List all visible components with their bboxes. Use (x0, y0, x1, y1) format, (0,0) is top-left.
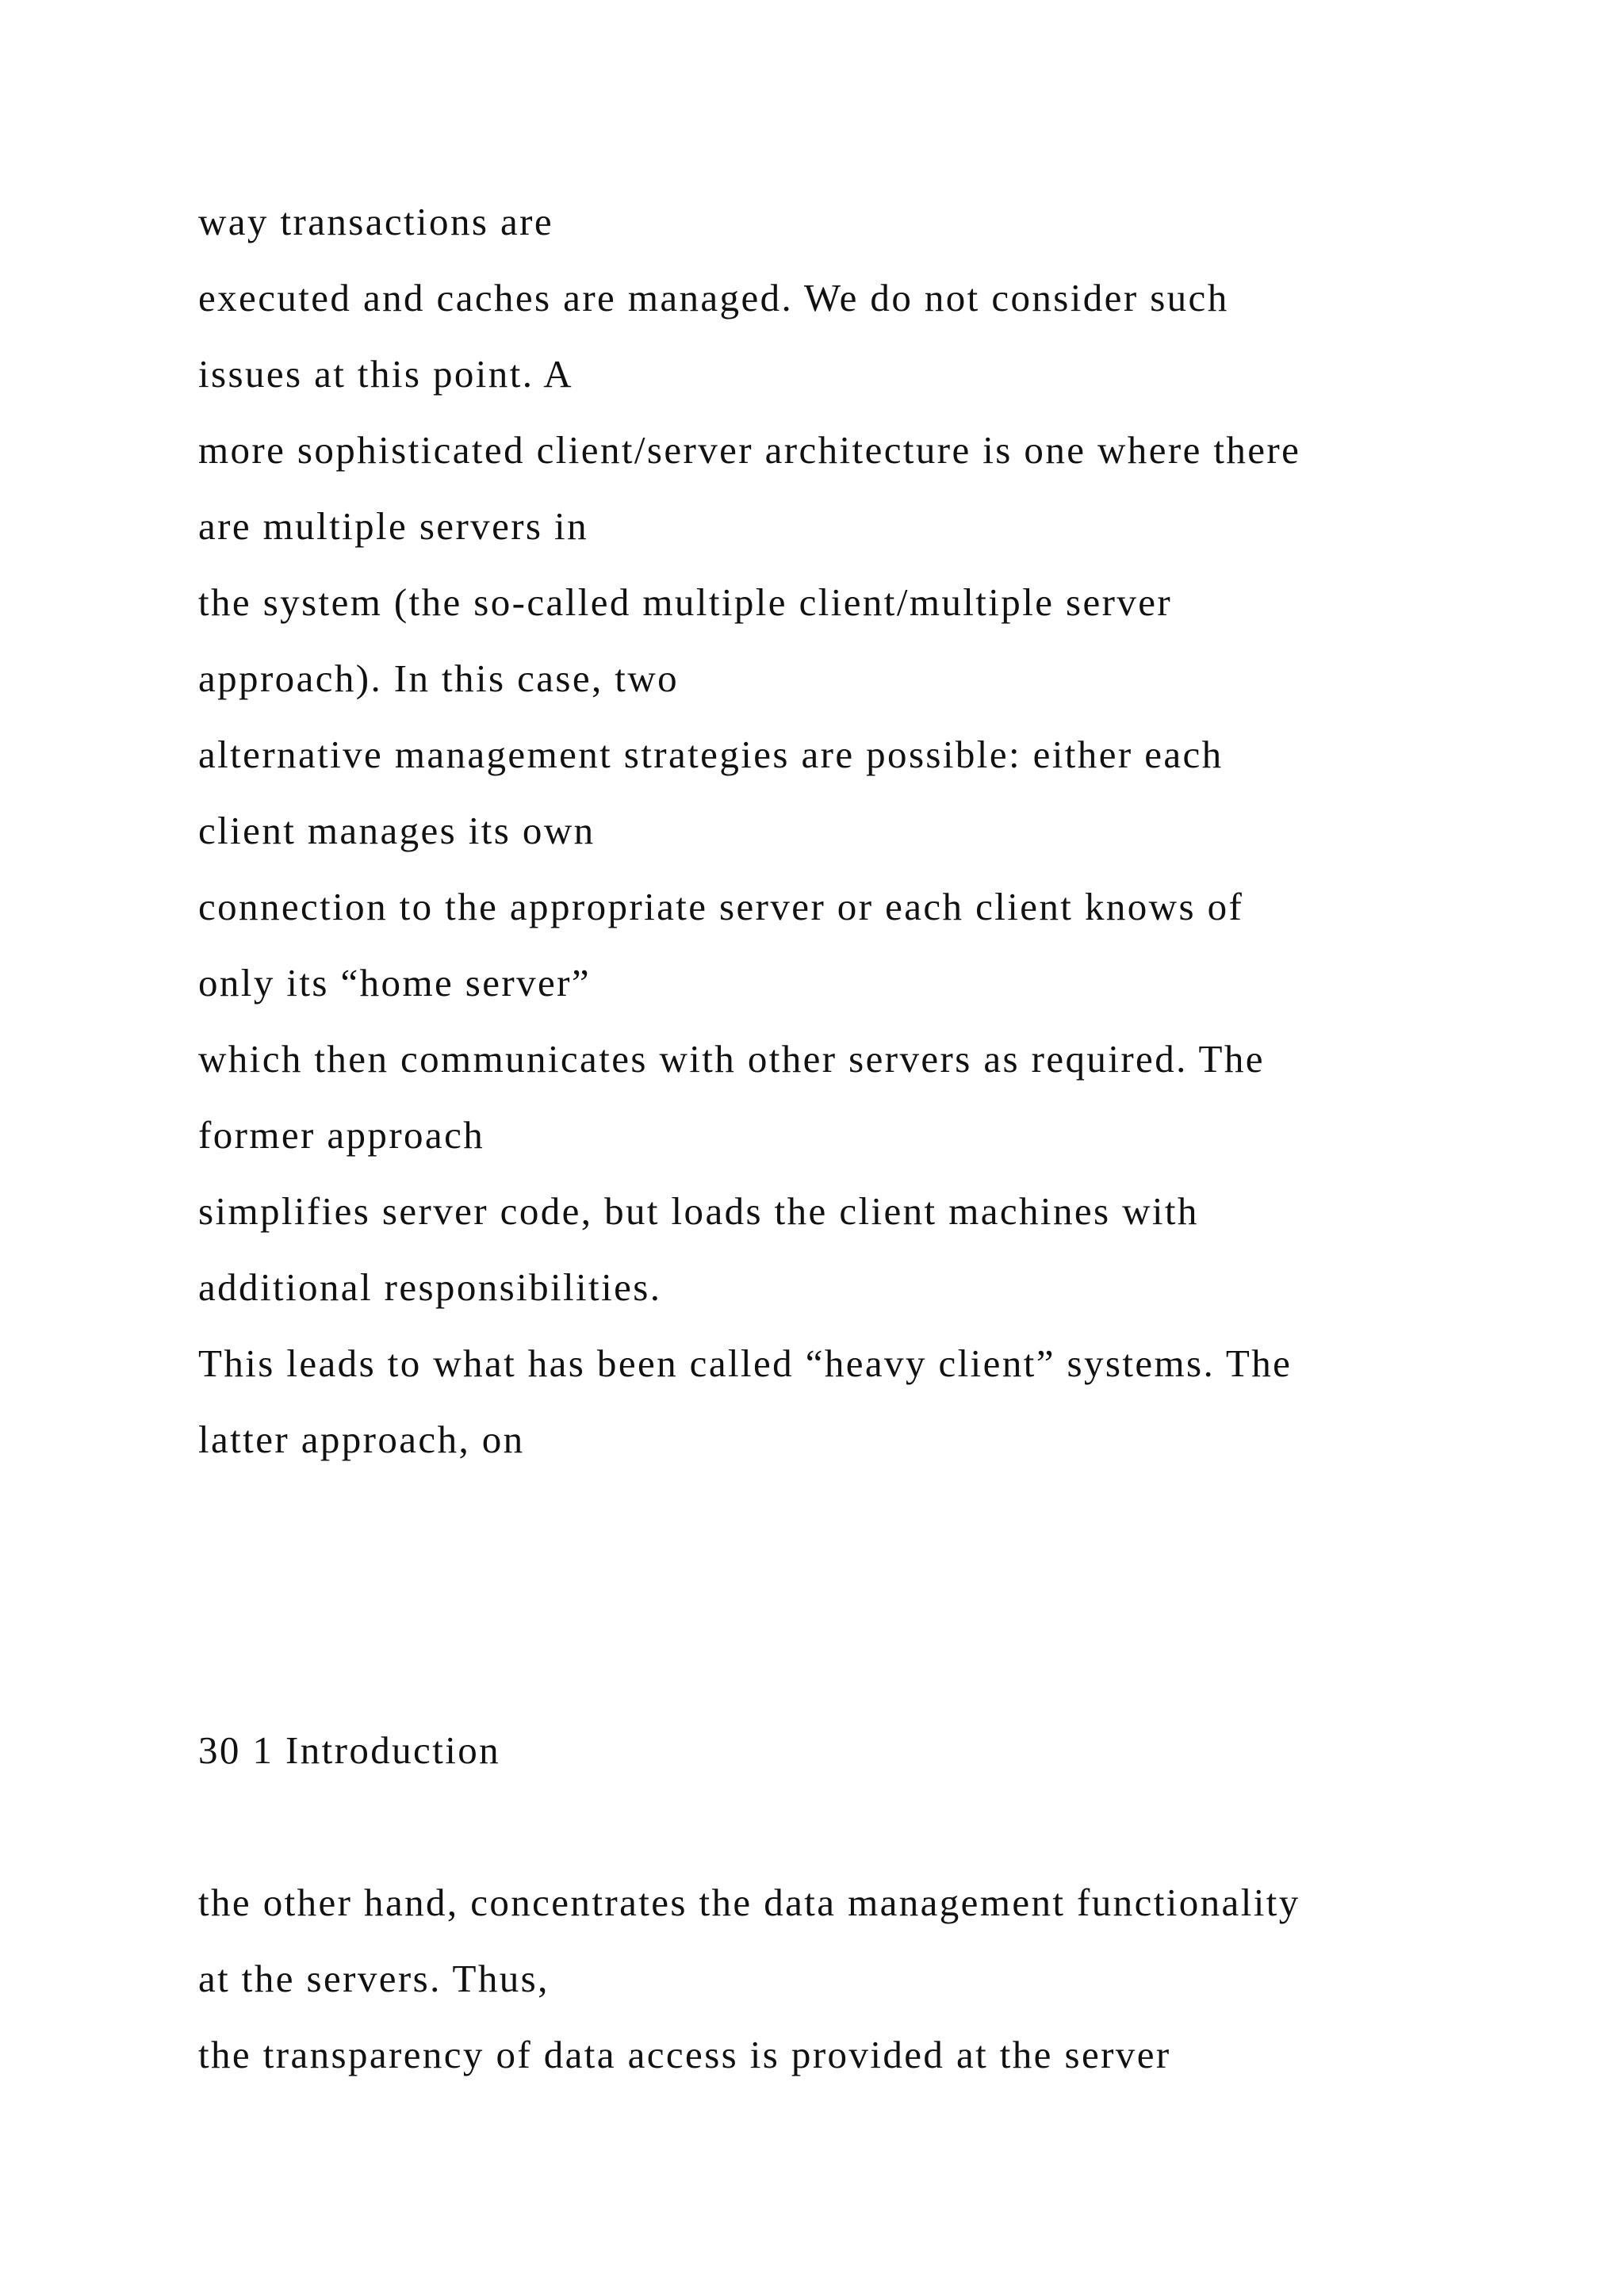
text-line: the transparency of data access is provided at the server (198, 2033, 1171, 2076)
text-line: are multiple servers in (198, 504, 588, 548)
text-line: issues at this point. A (198, 352, 574, 396)
text-line: This leads to what has been called “heavy client” systems. The (198, 1341, 1293, 1385)
running-header: 30 1 Introduction (198, 1728, 501, 1772)
text-line: executed and caches are managed. We do not consider such (198, 276, 1229, 320)
text-line: the other hand, concentrates the data management functionality (198, 1881, 1300, 1924)
text-line: client manages its own (198, 809, 596, 852)
text-line: way transactions are (198, 200, 553, 243)
text-line: which then communicates with other servers as required. The (198, 1037, 1265, 1081)
text-line: alternative management strategies are possible: either each (198, 733, 1224, 776)
text-line: more sophisticated client/server architecture is one where there (198, 428, 1301, 472)
text-line: at the servers. Thus, (198, 1957, 550, 2000)
text-line: simplifies server code, but loads the client machines with (198, 1189, 1199, 1233)
text-line: additional responsibilities. (198, 1265, 662, 1309)
text-line: approach). In this case, two (198, 656, 680, 700)
text-line: only its “home server” (198, 961, 592, 1004)
text-line: the system (the so-called multiple client/multiple server (198, 580, 1173, 624)
text-line: connection to the appropriate server or each client knows of (198, 885, 1244, 928)
text-line: latter approach, on (198, 1418, 525, 1461)
text-line: former approach (198, 1113, 485, 1157)
